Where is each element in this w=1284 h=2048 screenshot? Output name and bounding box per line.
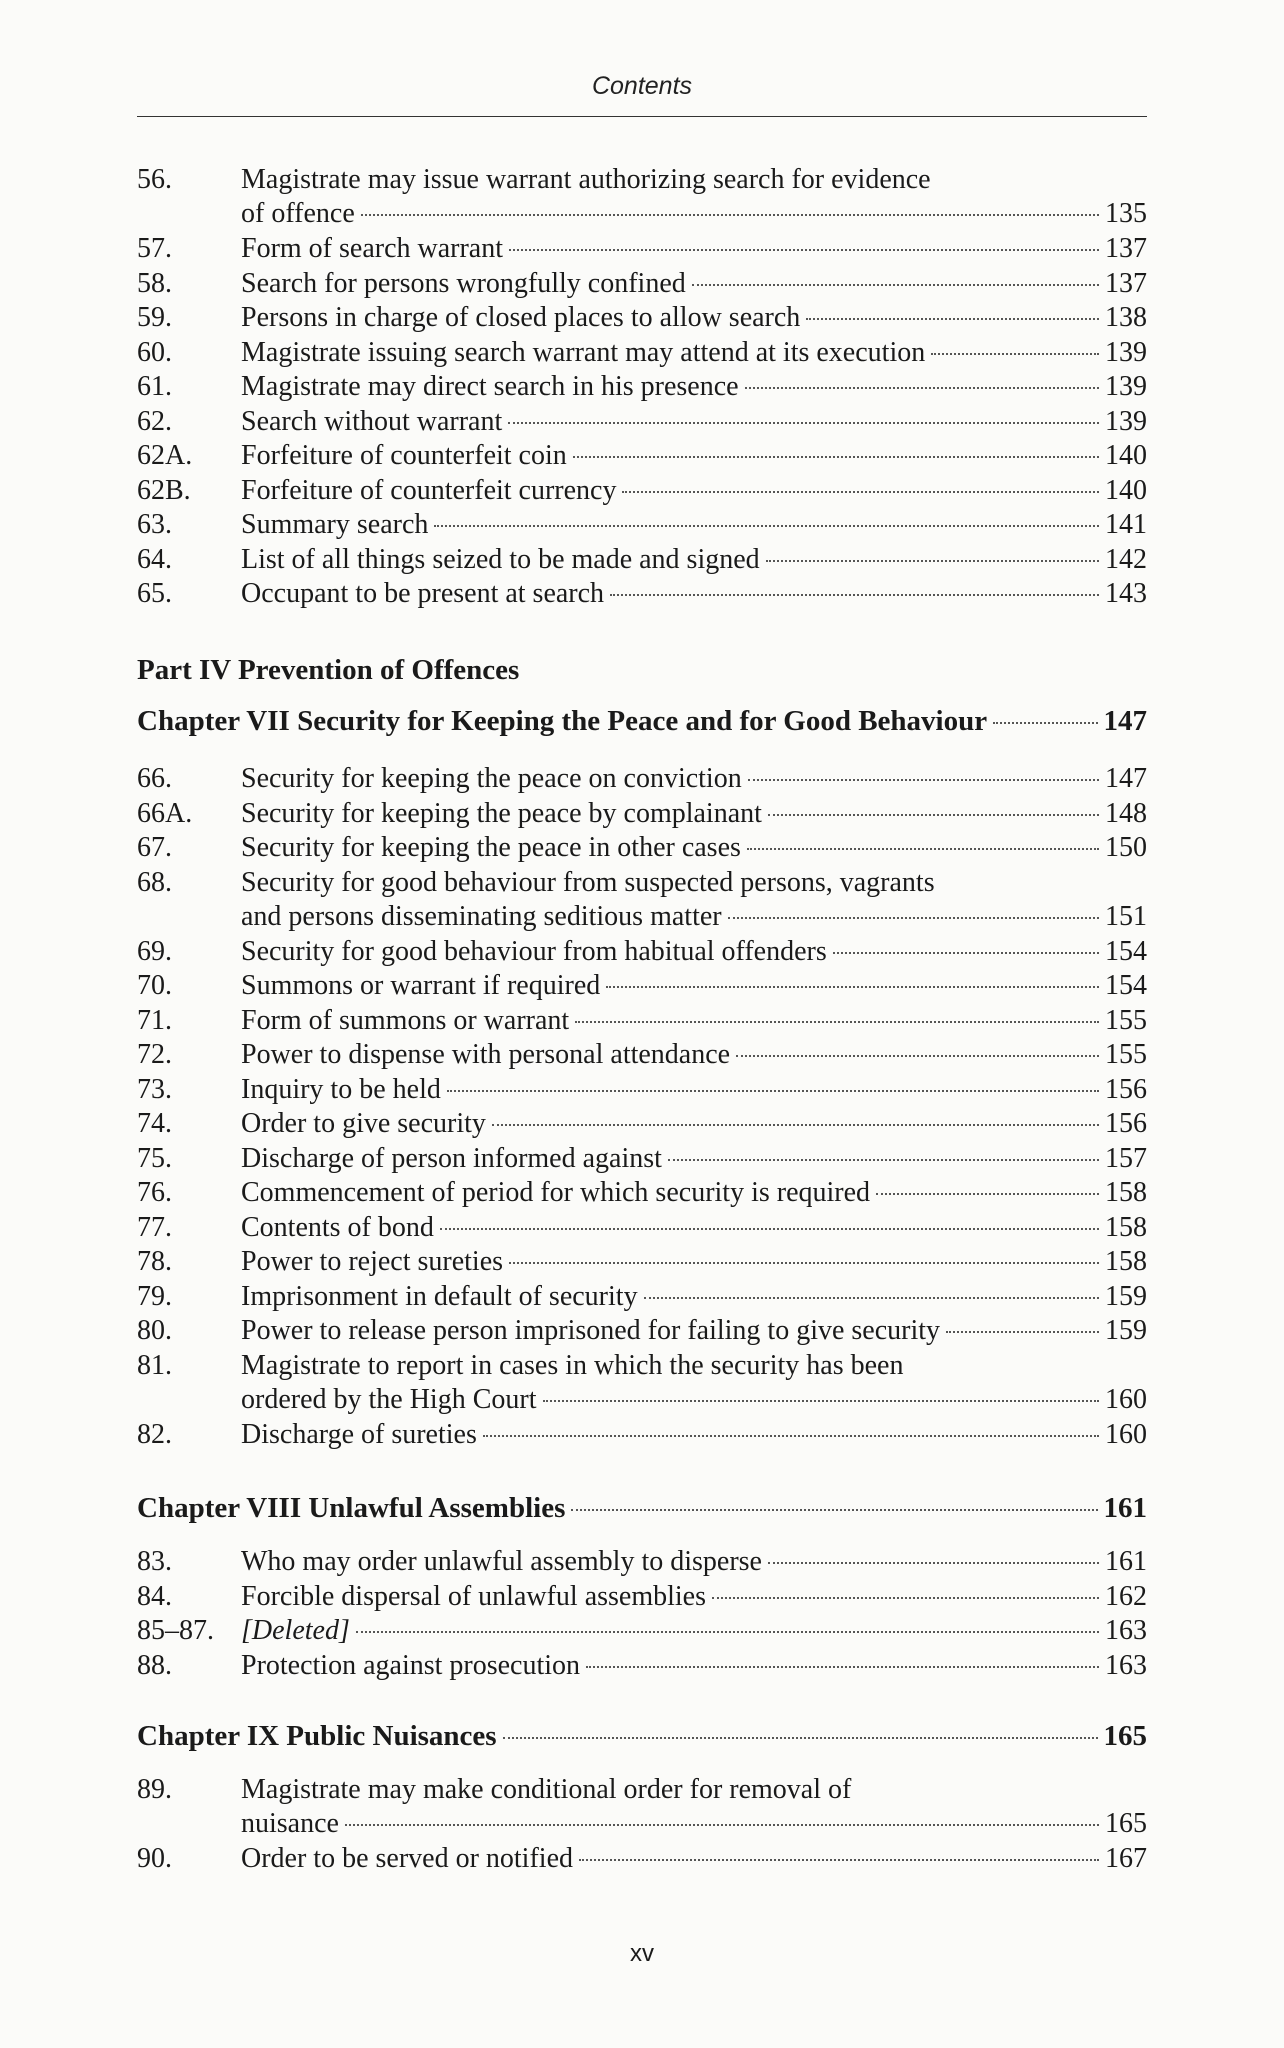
entry-title: [Deleted] bbox=[241, 1615, 350, 1646]
dot-leader bbox=[483, 1435, 1099, 1437]
part-heading bbox=[137, 652, 1147, 688]
section-number: 58. bbox=[137, 267, 172, 299]
entry-title: Chapter IX Public Nuisances bbox=[137, 1720, 497, 1752]
entry-title: Commencement of period for which security is required bbox=[241, 1177, 871, 1208]
entry-title: Magistrate to report in cases in which the security has been bbox=[241, 1349, 904, 1381]
dot-leader bbox=[356, 1631, 1099, 1633]
toc-entry[interactable] bbox=[137, 1842, 1147, 1877]
dot-leader bbox=[440, 1228, 1099, 1230]
page-ref[interactable]: 163 bbox=[1105, 1649, 1147, 1681]
entry-title: nuisance bbox=[241, 1808, 339, 1839]
toc-entry[interactable] bbox=[137, 577, 1147, 612]
toc-entry[interactable] bbox=[137, 762, 1147, 797]
dot-leader bbox=[509, 249, 1099, 251]
toc-entry[interactable] bbox=[137, 1176, 1147, 1211]
page-ref[interactable]: 158 bbox=[1105, 1211, 1147, 1243]
entry-title: Protection against prosecution bbox=[241, 1649, 581, 1681]
toc-entry[interactable] bbox=[137, 163, 1147, 232]
section-number: 68. bbox=[137, 866, 172, 898]
entry-title: Security for keeping the peace in other cases bbox=[241, 832, 741, 863]
dot-leader bbox=[606, 986, 1099, 988]
section-number: 75. bbox=[137, 1142, 172, 1174]
page-ref[interactable]: 139 bbox=[1105, 371, 1147, 402]
toc-entry[interactable] bbox=[137, 1038, 1147, 1073]
entry-title: Persons in charge of closed places to allow search bbox=[241, 302, 801, 333]
entry-title: Forcible dispersal of unlawful assemblies bbox=[241, 1580, 707, 1612]
entry-title: Search without warrant bbox=[241, 405, 503, 437]
dot-leader bbox=[806, 318, 1099, 320]
page-ref[interactable]: 158 bbox=[1105, 1177, 1147, 1208]
dot-leader bbox=[876, 1193, 1099, 1195]
dot-leader bbox=[644, 1297, 1099, 1299]
section-number: 81. bbox=[137, 1349, 172, 1381]
entry-title: Order to give security bbox=[241, 1108, 486, 1139]
chapter-heading[interactable] bbox=[137, 703, 1147, 739]
section-number: 62B. bbox=[137, 474, 191, 506]
page-ref[interactable]: 139 bbox=[1105, 405, 1147, 437]
section-number: 90. bbox=[137, 1843, 172, 1874]
page-ref[interactable]: 165 bbox=[1103, 1720, 1147, 1752]
toc-entry[interactable] bbox=[137, 1004, 1147, 1039]
section-number: 83. bbox=[137, 1546, 172, 1577]
entry-title: Discharge of person informed against bbox=[241, 1142, 662, 1174]
page-ref[interactable]: 139 bbox=[1105, 336, 1147, 368]
toc-entry[interactable] bbox=[137, 1280, 1147, 1315]
dot-leader bbox=[622, 491, 1099, 493]
toc-entry[interactable] bbox=[137, 831, 1147, 866]
entry-title: Chapter VII Security for Keeping the Peace and for Good Behaviour bbox=[137, 705, 988, 737]
dot-leader bbox=[712, 1597, 1099, 1599]
page-ref[interactable]: 161 bbox=[1103, 1492, 1147, 1524]
dot-leader bbox=[586, 1666, 1099, 1668]
chapter-heading[interactable] bbox=[137, 1718, 1147, 1754]
section-number: 64. bbox=[137, 543, 172, 575]
entry-title: Chapter VIII Unlawful Assemblies bbox=[137, 1492, 566, 1524]
page-ref[interactable]: 148 bbox=[1105, 797, 1147, 829]
entry-title: Form of summons or warrant bbox=[241, 1004, 570, 1036]
entry-title: Magistrate issuing search warrant may attend at its execution bbox=[241, 336, 926, 368]
section-number: 76. bbox=[137, 1177, 172, 1208]
entry-title: Who may order unlawful assembly to disperse bbox=[241, 1546, 762, 1577]
page-ref[interactable]: 141 bbox=[1105, 509, 1147, 540]
section-number: 79. bbox=[137, 1280, 172, 1312]
entry-title: Discharge of sureties bbox=[241, 1418, 477, 1450]
dot-leader bbox=[748, 779, 1099, 781]
entry-title: Order to be served or notified bbox=[241, 1843, 573, 1874]
page-ref[interactable]: 135 bbox=[1105, 198, 1147, 229]
toc-entry[interactable] bbox=[137, 1073, 1147, 1108]
dot-leader bbox=[509, 1262, 1099, 1264]
section-number: 60. bbox=[137, 336, 172, 368]
section-number: 66. bbox=[137, 763, 172, 794]
section-number: 72. bbox=[137, 1039, 172, 1070]
toc-entry[interactable] bbox=[137, 1349, 1147, 1418]
dot-leader bbox=[768, 1562, 1099, 1564]
page-ref[interactable]: 142 bbox=[1105, 543, 1147, 575]
page-ref[interactable]: 138 bbox=[1105, 302, 1147, 333]
toc-entry[interactable] bbox=[137, 1418, 1147, 1453]
section-number: 88. bbox=[137, 1649, 172, 1681]
page-ref[interactable]: 150 bbox=[1105, 832, 1147, 863]
page-ref[interactable]: 140 bbox=[1105, 440, 1147, 471]
page-ref[interactable]: 151 bbox=[1105, 900, 1147, 932]
page-ref[interactable]: 156 bbox=[1105, 1108, 1147, 1139]
entry-title: Security for good behaviour from habitual offenders bbox=[241, 935, 827, 967]
dot-leader bbox=[508, 422, 1099, 424]
page-ref[interactable]: 160 bbox=[1105, 1418, 1147, 1450]
toc-entry[interactable] bbox=[137, 797, 1147, 832]
entry-title: ordered by the High Court bbox=[241, 1383, 537, 1415]
entry-title: Inquiry to be held bbox=[241, 1073, 441, 1105]
dot-leader bbox=[492, 1124, 1099, 1126]
page-ref[interactable]: 154 bbox=[1105, 970, 1147, 1001]
entry-title: Search for persons wrongfully confined bbox=[241, 267, 686, 299]
toc-entry[interactable] bbox=[137, 301, 1147, 336]
toc-entry[interactable] bbox=[137, 1545, 1147, 1580]
dot-leader bbox=[745, 387, 1099, 389]
toc-entry[interactable] bbox=[137, 1245, 1147, 1280]
dot-leader bbox=[768, 814, 1099, 816]
entry-title: Magistrate may issue warrant authorizing search for evidence bbox=[241, 164, 931, 195]
dot-leader bbox=[747, 848, 1099, 850]
page-ref[interactable]: 167 bbox=[1105, 1843, 1147, 1874]
section-number: 74. bbox=[137, 1108, 172, 1139]
toc-entry[interactable] bbox=[137, 1649, 1147, 1684]
section-number: 69. bbox=[137, 935, 172, 967]
dot-leader bbox=[668, 1159, 1099, 1161]
entry-title: Forfeiture of counterfeit coin bbox=[241, 440, 567, 471]
page-ref[interactable]: 162 bbox=[1105, 1580, 1147, 1612]
entry-title: of offence bbox=[241, 198, 355, 229]
toc-entry[interactable] bbox=[137, 1614, 1147, 1649]
toc-entry[interactable] bbox=[137, 370, 1147, 405]
section-number: 84. bbox=[137, 1580, 172, 1612]
page-ref[interactable]: 158 bbox=[1105, 1246, 1147, 1277]
toc-entry[interactable] bbox=[137, 474, 1147, 509]
dot-leader bbox=[434, 525, 1099, 527]
entry-title: Summary search bbox=[241, 509, 429, 540]
toc-entry[interactable] bbox=[137, 1211, 1147, 1246]
toc-entry[interactable] bbox=[137, 866, 1147, 935]
dot-leader bbox=[610, 594, 1099, 596]
section-number: 59. bbox=[137, 302, 172, 333]
entry-title: Summons or warrant if required bbox=[241, 970, 601, 1001]
dot-leader bbox=[833, 952, 1099, 954]
chapter-heading[interactable] bbox=[137, 1490, 1147, 1526]
entry-title: Security for keeping the peace on conviction bbox=[241, 763, 742, 794]
dot-leader bbox=[579, 1859, 1099, 1861]
entry-title: Forfeiture of counterfeit currency bbox=[241, 474, 617, 506]
dot-leader bbox=[946, 1331, 1099, 1333]
dot-leader bbox=[361, 214, 1099, 216]
section-number: 57. bbox=[137, 233, 172, 264]
heading-text: Part IV Prevention of Offences bbox=[137, 654, 520, 686]
entry-title: Power to release person imprisoned for failing to give security bbox=[241, 1315, 941, 1346]
page-ref[interactable]: 157 bbox=[1105, 1142, 1147, 1174]
entry-title: Magistrate may make conditional order for removal of bbox=[241, 1774, 852, 1805]
page-ref[interactable]: 163 bbox=[1105, 1615, 1147, 1646]
toc-entry[interactable] bbox=[137, 969, 1147, 1004]
page-ref[interactable]: 140 bbox=[1105, 474, 1147, 506]
toc-entry[interactable] bbox=[137, 543, 1147, 578]
page-ref[interactable]: 161 bbox=[1105, 1546, 1147, 1577]
section-number: 77. bbox=[137, 1211, 172, 1243]
section-number: 73. bbox=[137, 1073, 172, 1105]
page-ref[interactable]: 155 bbox=[1105, 1004, 1147, 1036]
section-number: 89. bbox=[137, 1774, 172, 1805]
entry-title: Imprisonment in default of security bbox=[241, 1280, 638, 1312]
section-number: 65. bbox=[137, 578, 172, 609]
section-number: 67. bbox=[137, 832, 172, 863]
toc-entry[interactable] bbox=[137, 336, 1147, 371]
entry-title: Form of search warrant bbox=[241, 233, 504, 264]
entry-title: List of all things seized to be made and signed bbox=[241, 543, 760, 575]
entry-title: Contents of bond bbox=[241, 1211, 434, 1243]
toc-entry[interactable] bbox=[137, 232, 1147, 267]
section-number: 70. bbox=[137, 970, 172, 1001]
toc-entry[interactable] bbox=[137, 1580, 1147, 1615]
dot-leader bbox=[575, 1021, 1099, 1023]
dot-leader bbox=[543, 1400, 1100, 1402]
dot-leader bbox=[503, 1737, 1098, 1739]
page-ref[interactable]: 137 bbox=[1105, 233, 1147, 264]
dot-leader bbox=[931, 353, 1099, 355]
toc-entry[interactable] bbox=[137, 267, 1147, 302]
dot-leader bbox=[345, 1824, 1099, 1826]
page-ref[interactable]: 154 bbox=[1105, 935, 1147, 967]
dot-leader bbox=[736, 1055, 1099, 1057]
dot-leader bbox=[766, 560, 1099, 562]
section-number: 56. bbox=[137, 164, 172, 195]
toc-entry[interactable] bbox=[137, 508, 1147, 543]
toc-entry[interactable] bbox=[137, 1773, 1147, 1842]
section-number: 62A. bbox=[137, 440, 193, 471]
dot-leader bbox=[447, 1090, 1099, 1092]
running-head: Contents bbox=[591, 72, 693, 100]
dot-leader bbox=[728, 917, 1099, 919]
section-number: 63. bbox=[137, 509, 172, 540]
page-ref[interactable]: 137 bbox=[1105, 267, 1147, 299]
entry-title: Occupant to be present at search bbox=[241, 578, 605, 609]
section-number: 82. bbox=[137, 1418, 172, 1450]
section-number: 62. bbox=[137, 405, 172, 437]
page-number: xv bbox=[630, 1940, 654, 1967]
toc-entry[interactable] bbox=[137, 1314, 1147, 1349]
dot-leader bbox=[692, 284, 1099, 286]
toc-entry[interactable] bbox=[137, 1142, 1147, 1177]
section-number: 85–87. bbox=[137, 1615, 214, 1646]
entry-title: Security for good behaviour from suspected persons, vagrants bbox=[241, 866, 935, 898]
toc-entry[interactable] bbox=[137, 935, 1147, 970]
entry-title: and persons disseminating seditious matter bbox=[241, 900, 722, 932]
section-number: 78. bbox=[137, 1246, 172, 1277]
dot-leader bbox=[571, 1509, 1097, 1511]
dot-leader bbox=[993, 722, 1097, 724]
page-ref[interactable]: 165 bbox=[1105, 1808, 1147, 1839]
toc-entry[interactable] bbox=[137, 1107, 1147, 1142]
toc-entry[interactable] bbox=[137, 439, 1147, 474]
page-ref[interactable]: 159 bbox=[1105, 1315, 1147, 1346]
entry-title: Security for keeping the peace by complainant bbox=[241, 797, 762, 829]
page-ref[interactable]: 147 bbox=[1105, 763, 1147, 794]
section-number: 66A. bbox=[137, 797, 193, 829]
page-ref[interactable]: 160 bbox=[1105, 1383, 1147, 1415]
page-ref[interactable]: 156 bbox=[1105, 1073, 1147, 1105]
page-ref[interactable]: 159 bbox=[1105, 1280, 1147, 1312]
entry-title: Magistrate may direct search in his presence bbox=[241, 371, 739, 402]
header-rule bbox=[137, 116, 1147, 117]
dot-leader bbox=[573, 456, 1099, 458]
entry-title: Power to reject sureties bbox=[241, 1246, 504, 1277]
entry-title: Power to dispense with personal attendance bbox=[241, 1039, 731, 1070]
section-number: 71. bbox=[137, 1004, 172, 1036]
page-ref[interactable]: 143 bbox=[1105, 578, 1147, 609]
toc-entry[interactable] bbox=[137, 405, 1147, 440]
section-number: 61. bbox=[137, 371, 172, 402]
page-ref[interactable]: 147 bbox=[1103, 705, 1147, 737]
section-number: 80. bbox=[137, 1315, 172, 1346]
page-ref[interactable]: 155 bbox=[1105, 1039, 1147, 1070]
